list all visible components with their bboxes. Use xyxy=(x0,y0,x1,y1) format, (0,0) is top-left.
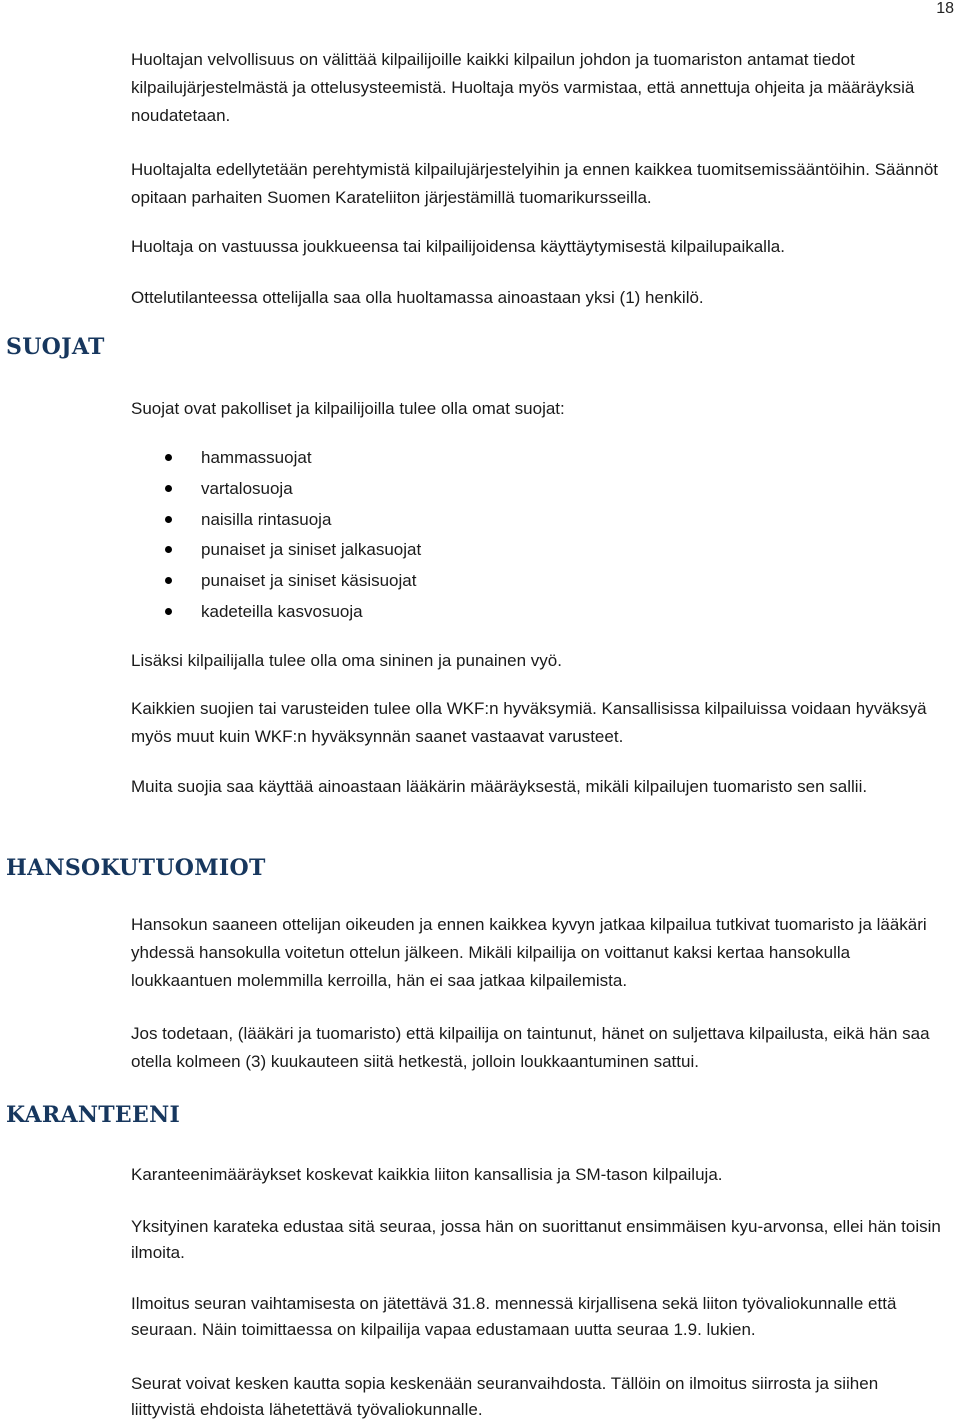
suojat-paragraph-1: Lisäksi kilpailijalla tulee olla oma sininen ja punainen vyö. xyxy=(131,651,562,670)
bullet-icon xyxy=(165,608,172,615)
suojat-paragraph-2: Kaikkien suojien tai varusteiden tulee olla WKF:n hyväksymiä. Kansallisissa kilpailuissa voidaan hyväksyä myös muut kuin WKF:n hyväksynnän saanet vastaavat varusteet. xyxy=(131,699,927,746)
karanteeni-paragraph-3: Ilmoitus seuran vaihtamisesta on jätettävä 31.8. mennessä kirjallisena sekä liiton työvaliokunnalle että seuraan. Näin toimittaessa on kilpailija vapaa edustamaan uutta seuraa 1.9. lukien. xyxy=(131,1294,897,1339)
list-item-text: naisilla rintasuoja xyxy=(201,509,332,529)
bullet-icon xyxy=(165,454,172,461)
page-number: 18 xyxy=(936,0,954,17)
list-item xyxy=(165,597,421,628)
list-item xyxy=(165,443,421,474)
bullet-icon xyxy=(165,516,172,523)
karanteeni-paragraph-1: Karanteenimääräykset koskevat kaikkia liiton kansallisia ja SM-tason kilpailuja. xyxy=(131,1165,723,1184)
list-item-text: kadeteilla kasvosuoja xyxy=(201,601,363,621)
intro-paragraph-1: Huoltajan velvollisuus on välittää kilpailijoille kaikki kilpailun johdon ja tuomariston antamat tiedot kilpailujärjestelmästä ja ottelusysteemistä. Huoltaja myös varmistaa, että annettuja ohjeita ja määräyksiä noudatetaan. xyxy=(131,50,915,125)
list-item-text: vartalosuoja xyxy=(201,478,293,498)
list-item xyxy=(165,505,421,536)
section-heading-suojat: SUOJAT xyxy=(6,334,105,360)
list-item-text: punaiset ja siniset käsisuojat xyxy=(201,571,417,591)
hansoku-paragraph-2: Jos todetaan, (lääkäri ja tuomaristo) että kilpailija on taintunut, hänet on suljettava kilpailusta, eikä hän saa otella kolmeen (3) kuukauteen siitä hetkestä, jolloin loukkaantuminen sattui. xyxy=(131,1024,930,1071)
section-heading-karanteeni: KARANTEENI xyxy=(6,1102,181,1128)
karanteeni-paragraph-2: Yksityinen karateka edustaa sitä seuraa, jossa hän on suorittanut ensimmäisen kyu-arvonsa, ellei hän toisin ilmoita. xyxy=(131,1217,941,1262)
list-item xyxy=(165,566,421,597)
intro-paragraph-3: Huoltaja on vastuussa joukkueensa tai kilpailijoidensa käyttäytymisestä kilpailupaikalla. xyxy=(131,237,785,256)
list-item xyxy=(165,474,421,505)
bullet-icon xyxy=(165,577,172,584)
list-item-text: punaiset ja siniset jalkasuojat xyxy=(201,540,422,560)
karanteeni-paragraph-4: Seurat voivat kesken kautta sopia keskenään seuranvaihdosta. Tällöin on ilmoitus siirrosta ja siihen liittyvistä ehdoista lähetettävä työvaliokunnalle. xyxy=(131,1374,879,1419)
bullet-icon xyxy=(165,546,172,553)
section-heading-hansokutuomiot: HANSOKUTUOMIOT xyxy=(6,855,266,881)
suojat-intro: Suojat ovat pakolliset ja kilpailijoilla tulee olla omat suojat: xyxy=(131,399,565,418)
suojat-list xyxy=(165,443,421,628)
list-item-text: hammassuojat xyxy=(201,448,312,467)
intro-paragraph-4: Ottelutilanteessa ottelijalla saa olla huoltamassa ainoastaan yksi (1) henkilö. xyxy=(131,288,704,307)
bullet-icon xyxy=(165,485,172,492)
hansoku-paragraph-1: Hansokun saaneen ottelijan oikeuden ja ennen kaikkea kyvyn jatkaa kilpailua tutkivat tuomaristo ja lääkäri yhdessä hansokulla voitetun ottelun jälkeen. Mikäli kilpailija on voittanut kaksi kertaa hansokulla loukkaantuen molemmilla kerroilla, hän ei saa jatkaa kilpailemista. xyxy=(131,915,927,990)
intro-paragraph-2: Huoltajalta edellytetään perehtymistä kilpailujärjestelyihin ja ennen kaikkea tuomitsemissääntöihin. Säännöt opitaan parhaiten Suomen Karateliiton järjestämillä tuomarikursseilla. xyxy=(131,160,939,207)
suojat-paragraph-3: Muita suojia saa käyttää ainoastaan lääkärin määräyksestä, mikäli kilpailujen tuomaristo sen sallii. xyxy=(131,777,868,796)
list-item xyxy=(165,535,421,566)
